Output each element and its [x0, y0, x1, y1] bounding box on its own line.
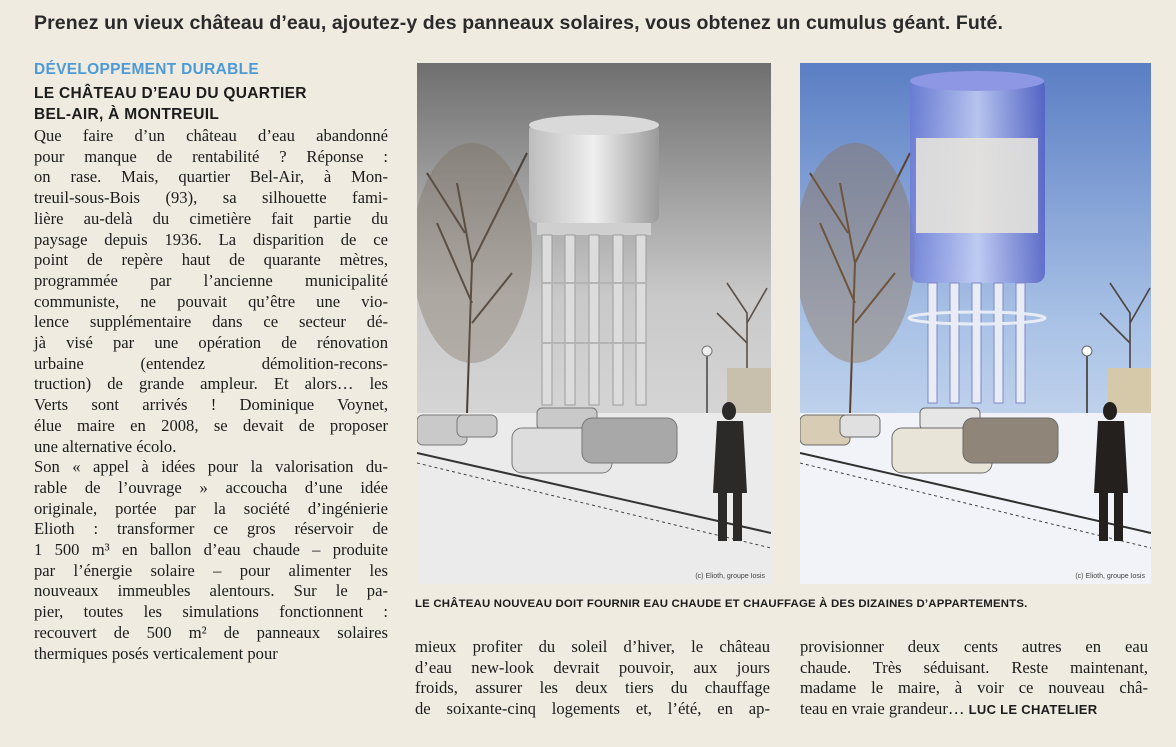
article-title-line: LE CHÂTEAU D’EAU DU QUARTIER	[34, 85, 307, 102]
text-line: urbaine (entendez démolition-recons-	[34, 353, 388, 373]
text-line: communiste, ne pouvait qu’être une vio-	[34, 291, 388, 311]
text-line: truction) de grande ampleur. Et alors… les	[34, 374, 388, 394]
photo-credit: (c) Elioth, groupe Iosis	[695, 573, 765, 580]
text-line: teau en vraie grandeur…	[800, 699, 965, 719]
text-line: pour manque de rentabilité ? Réponse :	[34, 146, 388, 166]
text-line: point de repère haut de quarante mètres,	[34, 250, 388, 270]
text-line: froids, assurer les deux tiers du chauffage	[415, 678, 770, 698]
article-column-2	[415, 637, 770, 720]
photo-credit: (c) Elioth, groupe Iosis	[1075, 573, 1145, 580]
article-title-line: BEL-AIR, À MONTREUIL	[34, 106, 220, 123]
text-line: par l’énergie solaire – pour alimenter les	[34, 560, 388, 580]
text-line: recouvert de 500 m² de panneaux solaires	[34, 622, 388, 642]
text-line: Elioth : transformer ce gros réservoir de	[34, 519, 388, 539]
text-line: originale, portée par la société d’ingénierie	[34, 498, 388, 518]
text-line: Que faire d’un château d’eau abandonné	[34, 126, 388, 145]
text-line: madame le maire, à voir ce nouveau châ-	[800, 678, 1148, 698]
photo-water-tower-project	[800, 63, 1151, 584]
text-line: treuil-sous-Bois (93), sa silhouette fami-	[34, 188, 388, 208]
text-line: une alternative écolo.	[34, 436, 177, 456]
text-line: chaude. Très séduisant. Reste maintenant,	[800, 657, 1148, 677]
text-line: Son « appel à idées pour la valorisation du-	[34, 457, 388, 477]
text-line: lière au-delà du cimetière fait partie du	[34, 208, 388, 228]
text-line: lence supplémentaire dans ce secteur dé-	[34, 312, 388, 332]
text-line: de soixante-cinq logements et, l’été, en ap-	[415, 699, 770, 719]
text-line: jà visé par une opération de rénovation	[34, 333, 388, 353]
text-line: d’eau new-look devrait pouvoir, aux jours	[415, 657, 770, 677]
author-byline: LUC LE CHATELIER	[968, 702, 1098, 718]
text-line: thermiques posés verticalement pour	[34, 643, 278, 663]
photo-caption: LE CHÂTEAU NOUVEAU DOIT FOURNIR EAU CHAUDE ET CHAUFFAGE À DES DIZAINES D’APPARTEMENTS.	[415, 598, 1028, 610]
text-line: élue maire en 2008, se devait de proposer	[34, 415, 388, 435]
article-column-3	[800, 637, 1148, 721]
text-line: 1 500 m³ en ballon d’eau chaude – produite	[34, 540, 388, 560]
text-line: mieux profiter du soleil d’hiver, le château	[415, 637, 770, 656]
headline: Prenez un vieux château d’eau, ajoutez-y des panneaux solaires, vous obtenez un cumulus géant. Futé.	[34, 12, 1003, 34]
text-line: pier, toutes les simulations fonctionnent :	[34, 602, 388, 622]
photo-water-tower-current	[417, 63, 771, 584]
section-rubric: DÉVELOPPEMENT DURABLE	[34, 61, 260, 78]
text-line: on rase. Mais, quartier Bel-Air, à Mon-	[34, 167, 388, 187]
article-column-1	[34, 126, 388, 664]
text-line: Verts sont arrivés ! Dominique Voynet,	[34, 395, 388, 415]
text-line: paysage depuis 1936. La disparition de ce	[34, 229, 388, 249]
article-title	[34, 83, 394, 125]
text-line-with-byline	[800, 699, 1148, 721]
text-line: nouveaux immeubles alentours. Sur le pa-	[34, 581, 388, 601]
text-line: programmée par l’ancienne municipalité	[34, 270, 388, 290]
text-line: provisionner deux cents autres en eau	[800, 637, 1148, 656]
text-line: rable de l’ouvrage » accoucha d’une idée	[34, 477, 388, 497]
